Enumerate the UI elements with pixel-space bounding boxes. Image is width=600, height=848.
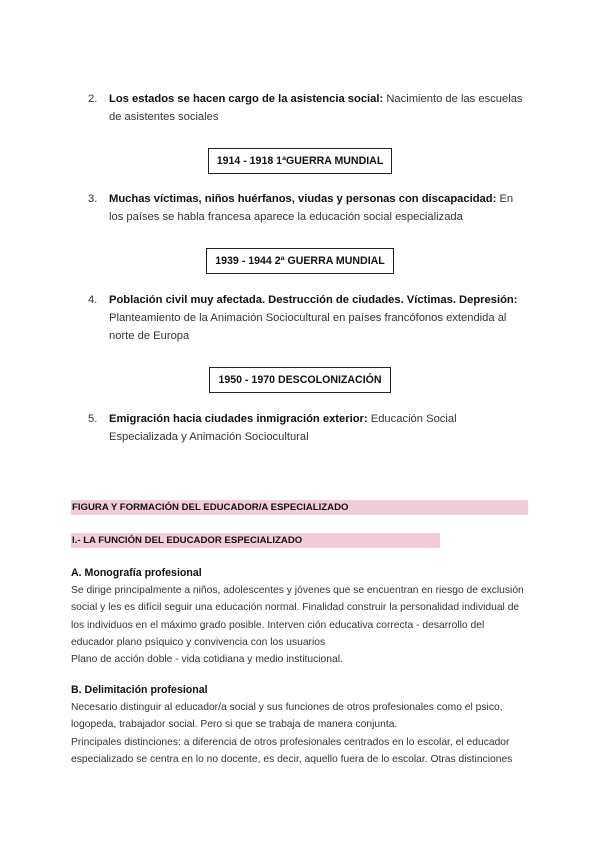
list-number: 3. <box>88 193 98 205</box>
list-item-text: Planteamiento de la Animación Sociocultural en países francófonos extendida al norte de Europa <box>109 312 507 342</box>
paragraph-line: Se dirige principalmente a niños, adolescentes y jóvenes que se encuentran en riesgo de exclusión <box>71 585 524 596</box>
part-a-paragraph <box>71 582 531 668</box>
list-item-bold: Emigración hacia ciudades inmigración exterior: <box>109 413 368 425</box>
paragraph-line: Principales distinciones: a diferencia de otros profesionales centrados en lo escolar, el educador <box>71 736 510 748</box>
list-item <box>88 410 528 446</box>
subsection-title: I.- LA FUNCIÓN DEL EDUCADOR ESPECIALIZADO <box>71 533 440 548</box>
timeline-box-wrap <box>0 148 600 174</box>
list-item <box>88 90 528 126</box>
list-number: 4. <box>88 294 98 306</box>
list-item-text: Educación Social Especializada y Animación Sociocultural <box>109 413 457 443</box>
part-b-paragraph <box>71 699 531 768</box>
paragraph-line: educador plano psíquico y convivencia con los usuarios <box>71 636 326 648</box>
timeline-box: 1939 - 1944 2ª GUERRA MUNDIAL <box>206 248 394 274</box>
part-a-heading: A. Monografía profesional <box>71 567 202 579</box>
list-number: 2. <box>88 93 98 105</box>
paragraph-line: Plano de acción doble - vida cotidiana y medio institucional. <box>71 654 343 666</box>
list-item-text: Nacimiento de las escuelas de asistentes sociales <box>109 93 523 123</box>
paragraph-line: especializado se centra en lo no docente, es decir, aquello fuera de lo escolar. Otras distinciones <box>71 753 513 765</box>
part-b-heading: B. Delimitación profesional <box>71 684 208 696</box>
list-item <box>88 291 528 345</box>
list-item-bold: Muchas víctimas, niños huérfanos, viudas y personas con discapacidad: <box>109 193 497 205</box>
list-number: 5. <box>88 413 98 425</box>
list-item-bold: Los estados se hacen cargo de la asistencia social: <box>109 93 384 105</box>
section-title: FIGURA Y FORMACIÓN DEL EDUCADOR/A ESPECIALIZADO <box>71 500 528 515</box>
paragraph-line: Necesario distinguir al educador/a social y sus funciones de otros profesionales como el psico, <box>71 702 503 713</box>
paragraph-line: logopeda, trabajador social. Pero si que se trabaja de manera conjunta. <box>71 719 398 731</box>
timeline-box: 1914 - 1918 1ªGUERRA MUNDIAL <box>208 148 393 174</box>
list-item-bold: Población civil muy afectada. Destrucción de ciudades. Víctimas. Depresión: <box>109 294 518 306</box>
paragraph-line: social y les es difícil seguir una educación normal. Finalidad construir la personalidad individual de <box>71 602 520 614</box>
list-item-text: En los países se habla francesa aparece la educación social especializada <box>109 193 514 223</box>
timeline-box-wrap <box>0 367 600 393</box>
paragraph-line: los individuos en el máximo grado posible. Interven ción educativa correcta - desarrollo del <box>71 619 485 631</box>
list-item <box>88 190 528 226</box>
timeline-box: 1950 - 1970 DESCOLONIZACIÓN <box>209 367 390 393</box>
timeline-box-wrap <box>0 248 600 274</box>
